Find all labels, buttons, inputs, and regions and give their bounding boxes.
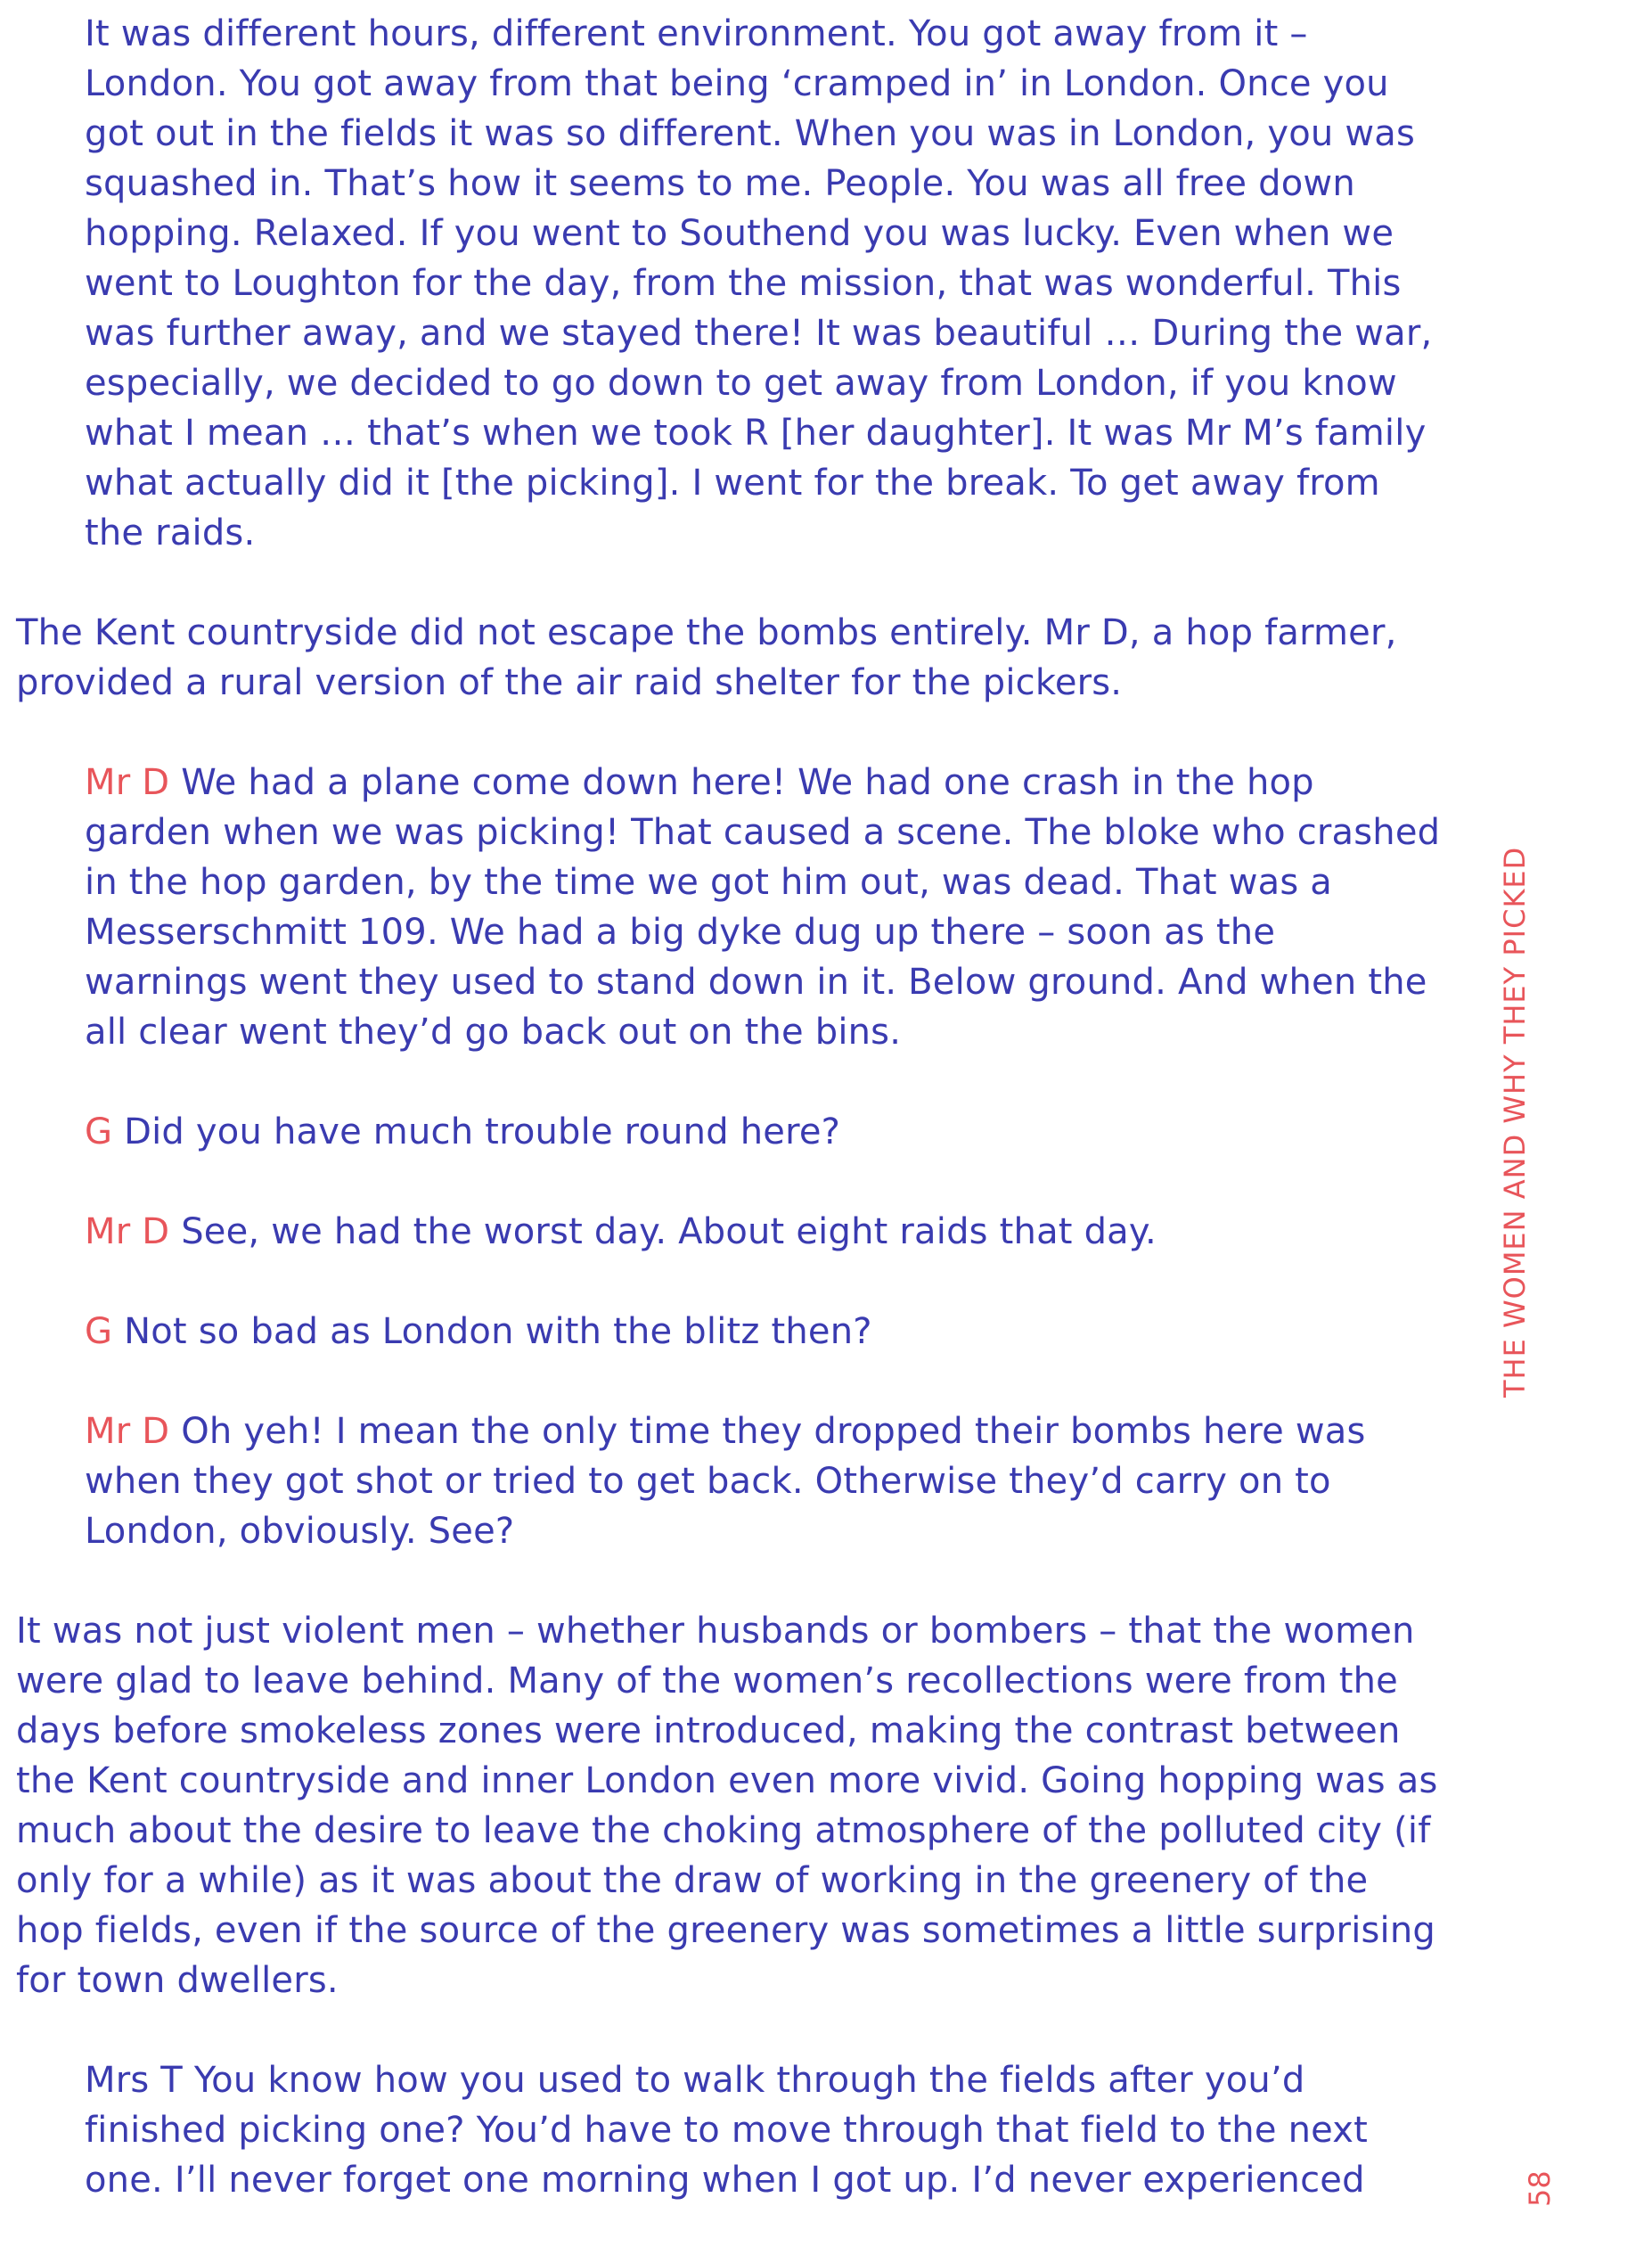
quote-text: Oh yeh! I mean the only time they dropped their bombs here was when they got shot or tried to get back. Otherwise they’d carry on to London, obviously. See?: [85, 1411, 1366, 1552]
speaker-label: Mr D: [85, 1211, 170, 1252]
page-number: 58: [1523, 2170, 1557, 2207]
quote-text: Mrs T You know how you used to walk through the fields after you’d finished picking one? You’d have to move through that field to the next one. I’ll never forget one morning when I got up. I’d never experienced: [85, 2060, 1369, 2201]
paragraph-text: The Kent countryside did not escape the bombs entirely. Mr D, a hop farmer, provided a rural version of the air raid shelter for the pickers.: [16, 612, 1397, 703]
interview-quote: [16, 1307, 1442, 1357]
quote-text: It was different hours, different environment. You got away from it – London. You got away from that being ‘cramped in’ in London. Once you got out in the fields it was so different. When you was in London, you was squashed in. That’s how it seems to me. People. You was all free down hopping. Relaxed. If you went to Southend you was lucky. Even when we went to Loughton for the day, from the mission, that was wonderful. This was further away, and we stayed there! It was beautiful … During the war, especially, we decided to go down to get away from London, if you know what I mean … that’s when we took R [her daughter]. It was Mr M’s family what actually did it [the picking]. I went for the break. To get away from the raids.: [85, 13, 1433, 554]
narrative-paragraph: [16, 608, 1442, 708]
speaker-label: Mr D: [85, 762, 170, 803]
quote-text: We had a plane come down here! We had one crash in the hop garden when we was picking! That caused a scene. The bloke who crashed in the hop garden, by the time we got him out, was dead. That was a Messerschmitt 109. We had a big dyke dug up there – soon as the warnings went they used to stand down in it. Below ground. And when the all clear went they’d go back out on the bins.: [85, 762, 1441, 1053]
quote-text: Did you have much trouble round here?: [112, 1111, 841, 1152]
body-text: [16, 9, 1442, 2255]
interview-quote: [16, 1406, 1442, 1556]
interview-quote-mrs-m: [16, 9, 1442, 558]
speaker-label: G: [85, 1111, 113, 1152]
quote-text: See, we had the worst day. About eight raids that day.: [169, 1211, 1157, 1252]
interview-quote: [16, 1207, 1442, 1257]
narrative-paragraph: [16, 1606, 1442, 2005]
interview-quote-mrs-t: [16, 2055, 1442, 2205]
interview-quote: [16, 758, 1442, 1057]
running-head: THE WOMEN AND WHY THEY PICKED: [1498, 846, 1532, 1398]
speaker-label: G: [85, 1311, 113, 1352]
interview-quote: [16, 1107, 1442, 1157]
speaker-label: Mr D: [85, 1411, 170, 1452]
paragraph-text: It was not just violent men – whether husbands or bombers – that the women were glad to leave behind. Many of the women’s recollections were from the days before smokeless zones were introduced, making the contrast between the Kent countryside and inner London even more vivid. Going hopping was as much about the desire to leave the choking atmosphere of the polluted city (if only for a while) as it was about the draw of working in the greenery of the hop fields, even if the source of the greenery was sometimes a little surprising for town dwellers.: [16, 1611, 1438, 2001]
quote-text: Not so bad as London with the blitz then?: [112, 1311, 872, 1352]
